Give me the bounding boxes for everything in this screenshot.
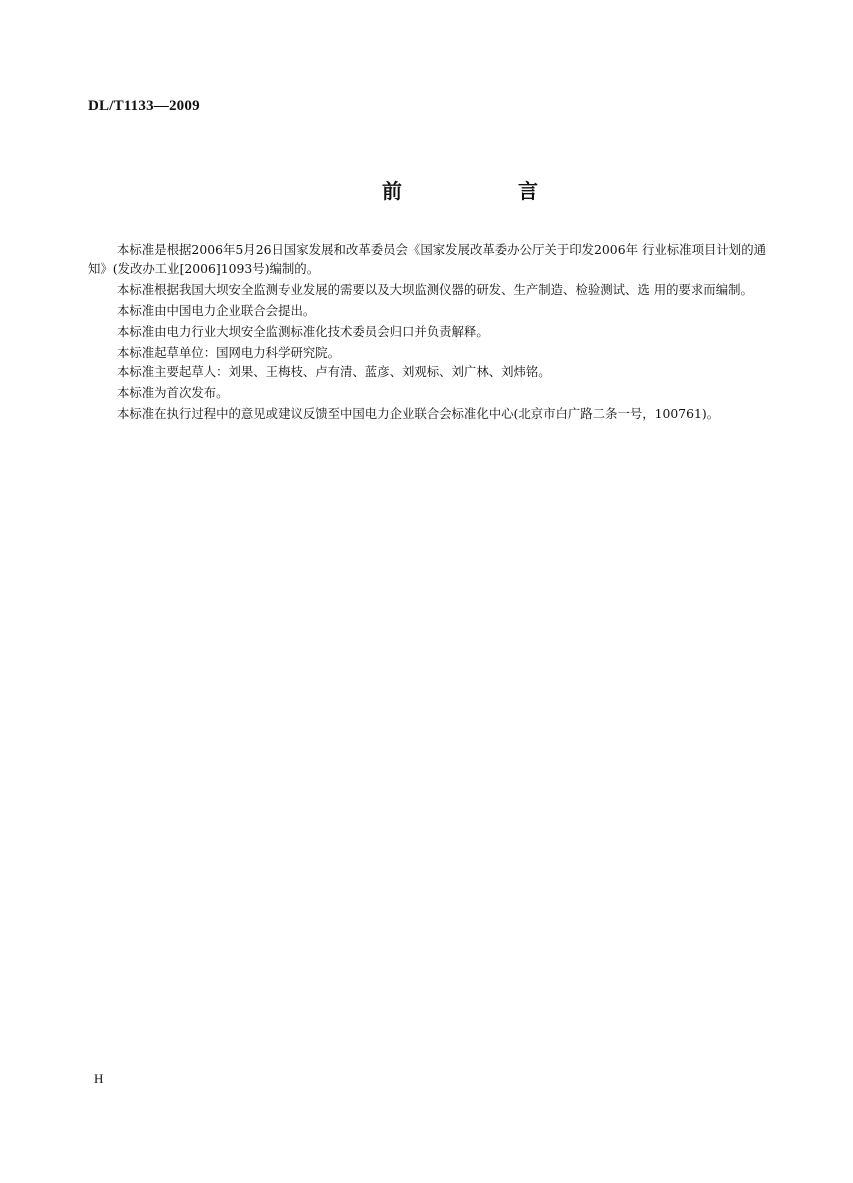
preface-body bbox=[88, 240, 766, 425]
page-title: 前 言 bbox=[382, 179, 586, 203]
standard-code: DL/T1133—2009 bbox=[88, 98, 200, 114]
preface-paragraph-first-release: 本标准为首次发布。 bbox=[117, 385, 229, 400]
preface-paragraph-proposer: 本标准由中国电力企业联合会提出。 bbox=[117, 303, 316, 318]
preface-paragraph-drafters: 本标准主要起草人：刘果、王梅枝、卢有清、蓝彦、刘观标、刘广林、刘炜铭。 bbox=[117, 364, 551, 379]
preface-paragraph-drafting-unit: 本标准起草单位：国网电力科学研究院。 bbox=[117, 345, 341, 360]
preface-paragraph-basis: 本标准是根据2006年5月26日国家发展和改革委员会《国家发展改革委办公厅关于印发2006年 行业标准项目计划的通知》(发改办工业[2006]1093号)编制的。 bbox=[88, 242, 766, 276]
preface-paragraph-feedback: 本标准在执行过程中的意见或建议反馈至中国电力企业联合会标准化中心(北京市白广路二条一号，100761)。 bbox=[117, 406, 720, 421]
page-number: H bbox=[94, 1071, 104, 1086]
preface-paragraph-purpose: 本标准根据我国大坝安全监测专业发展的需要以及大坝监测仪器的研发、生产制造、检验测试、选 用的要求而编制。 bbox=[117, 282, 753, 297]
preface-paragraph-administrator: 本标准由电力行业大坝安全监测标准化技术委员会归口并负责解释。 bbox=[117, 324, 489, 339]
